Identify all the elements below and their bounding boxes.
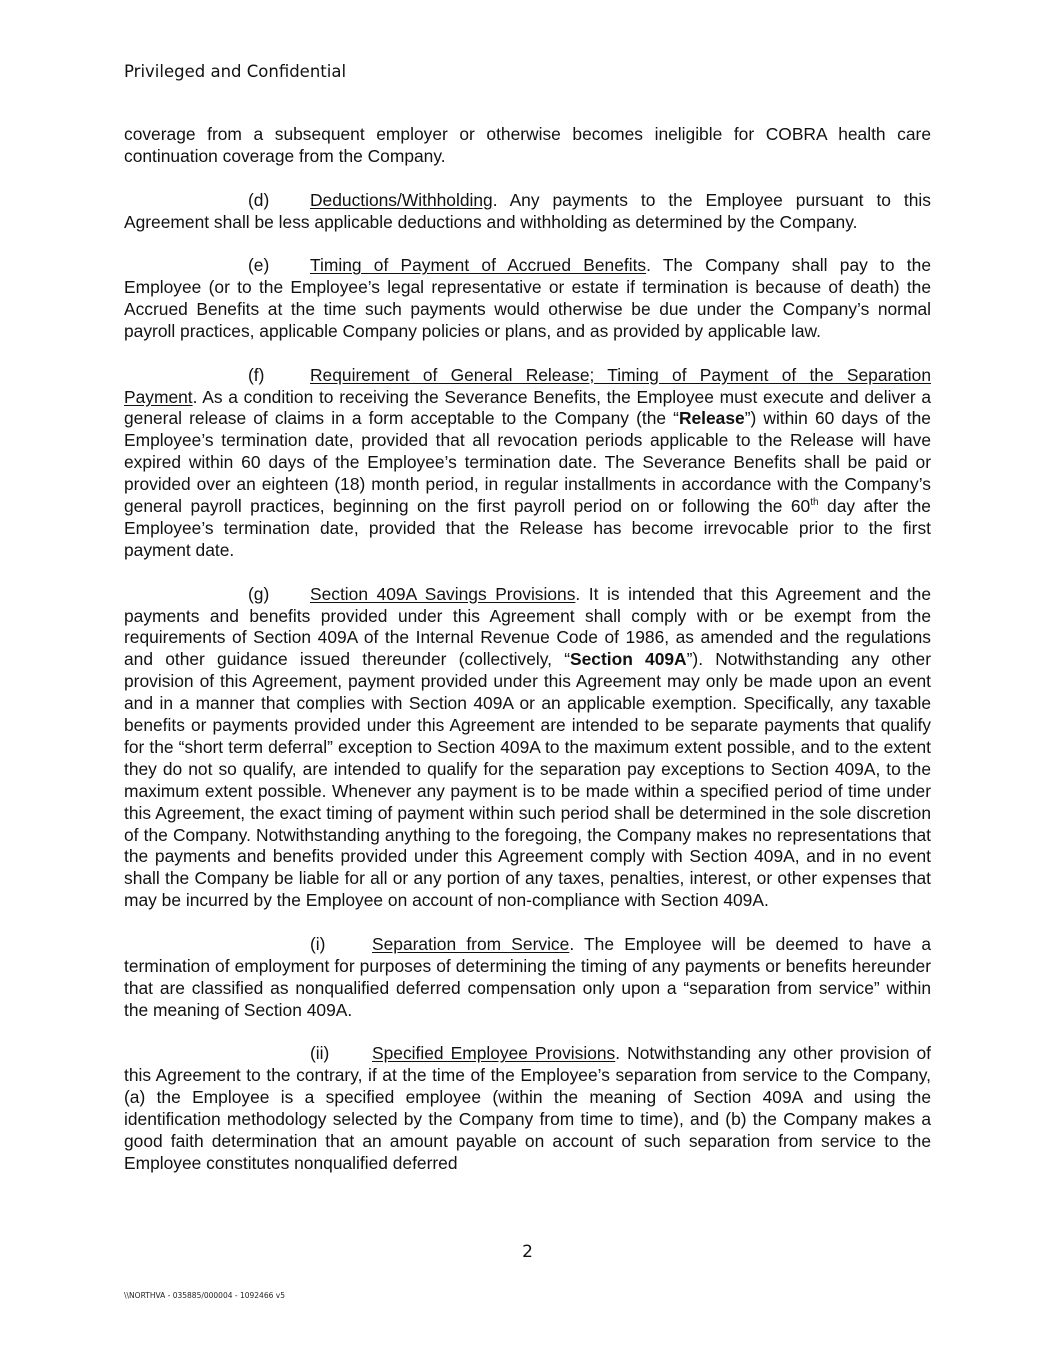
confidentiality-header: Privileged and Confidential (124, 62, 347, 81)
section-number: (f) (248, 364, 265, 385)
page-number: 2 (522, 1242, 533, 1262)
section-title: Requirement of General Release; Timing of Payment of the Separation Payment (124, 364, 931, 407)
paragraph-e-accrued-benefits (124, 255, 931, 343)
paragraph-text: coverage from a subsequent employer or otherwise becomes ineligible for COBRA health care continuation coverage from the Company. (124, 124, 931, 166)
paragraph-f-general-release (124, 365, 931, 562)
paragraph-text: ”) within 60 days of the Employee’s termination date, provided that all revocation periods applicable to the Release will have expired within 60 days of the Employee’s termination date. The Severance Benefits shall be paid or provided over an eighteen (18) month period, in regular installments in accordance with the Company’s general payroll practices, beginning on the first payroll period on or following the 60 (124, 408, 931, 517)
section-title: Timing of Payment of Accrued Benefits (310, 255, 647, 276)
section-number: (ii) (310, 1043, 330, 1064)
paragraph-text: . Any payments to the Employee pursuant to this Agreement shall be less applicable deductions and withholding as determined by the Company. (124, 189, 931, 232)
paragraph-text: . The Company shall pay to the Employee (or to the Employee’s legal representative or estate if termination is because of death) the Accrued Benefits at the time such payments would otherwise be due under the Company’s normal payroll practices, applicable Company policies or plans, and as provided by applicable law. (124, 255, 931, 341)
paragraph-text: . The Employee will be deemed to have a termination of employment for purposes of determining the timing of any payments or benefits hereunder that are classified as nonqualified deferred compensation only upon a “separation from service” within the meaning of Section 409A. (124, 933, 931, 1020)
paragraph-d-deductions (124, 190, 931, 234)
defined-term: Section 409A (570, 649, 687, 670)
document-id-footer: \\NORTHVA - 035885/000004 - 1092466 v5 (124, 1291, 285, 1300)
section-number: (d) (248, 189, 270, 210)
section-number: (i) (310, 933, 326, 954)
paragraph-i-separation-from-service (124, 934, 931, 1022)
paragraph-g-409a (124, 584, 931, 913)
defined-term: Release (678, 408, 745, 429)
section-title: Separation from Service (372, 933, 570, 954)
document-body (124, 124, 931, 1197)
paragraph-text: . It is intended that this Agreement and the payments and benefits provided under this Agreement shall comply with or be exempt from the requirements of Section 409A of the Internal Revenue Code of 1986, as amended and the regulations and other guidance issued thereunder (collectively, “ (124, 583, 931, 670)
paragraph-text: . As a condition to receiving the Severance Benefits, the Employee must execute and deliver a general release of claims in a form acceptable to the Company (the “ (124, 386, 931, 429)
section-number: (g) (248, 583, 270, 604)
section-title: Specified Employee Provisions (372, 1043, 616, 1064)
paragraph-text: day after the Employee’s termination date, provided that the Release has become irrevocable prior to the first payment date. (124, 496, 931, 560)
paragraph-continuation (124, 124, 931, 168)
section-number: (e) (248, 255, 270, 276)
section-title: Section 409A Savings Provisions (310, 583, 576, 604)
paragraph-text: ”). Notwithstanding any other provision of this Agreement, payment provided under this Agreement may only be made upon an event and in a manner that complies with Section 409A or an applicable exemption. Specifically, any taxable benefits or payments provided under this Agreement are intended to be separate payments that qualify for the “short term deferral” exception to Section 409A to the maximum extent possible, and to the extent they do not so qualify, are intended to qualify for the separation pay exceptions to Section 409A, to the maximum extent possible. Whenever any payment is to be made within a specified period of time under this Agreement, the exact timing of payment within such period shall be determined in the sole discretion of the Company. Notwithstanding anything to the foregoing, the Company makes no representations that the payments and benefits provided under this Agreement comply with Section 409A, and in no event shall the Company be liable for all or any portion of any taxes, penalties, interest, or other expenses that may be incurred by the Employee on account of non-compliance with Section 409A. (124, 649, 932, 911)
ordinal-superscript: th (810, 497, 819, 509)
paragraph-ii-specified-employee (124, 1043, 931, 1174)
paragraph-text: . Notwithstanding any other provision of this Agreement to the contrary, if at the time of the Employee’s separation from service to the Company, (a) the Employee is a specified employee (within the meaning of Section 409A and using the identification methodology selected by the Company from time to time), and (b) the Company makes a good faith determination that an amount payable on account of such separation from service to the Employee constitutes nonqualified deferred (124, 1043, 931, 1173)
section-title: Deductions/Withholding (310, 189, 493, 210)
